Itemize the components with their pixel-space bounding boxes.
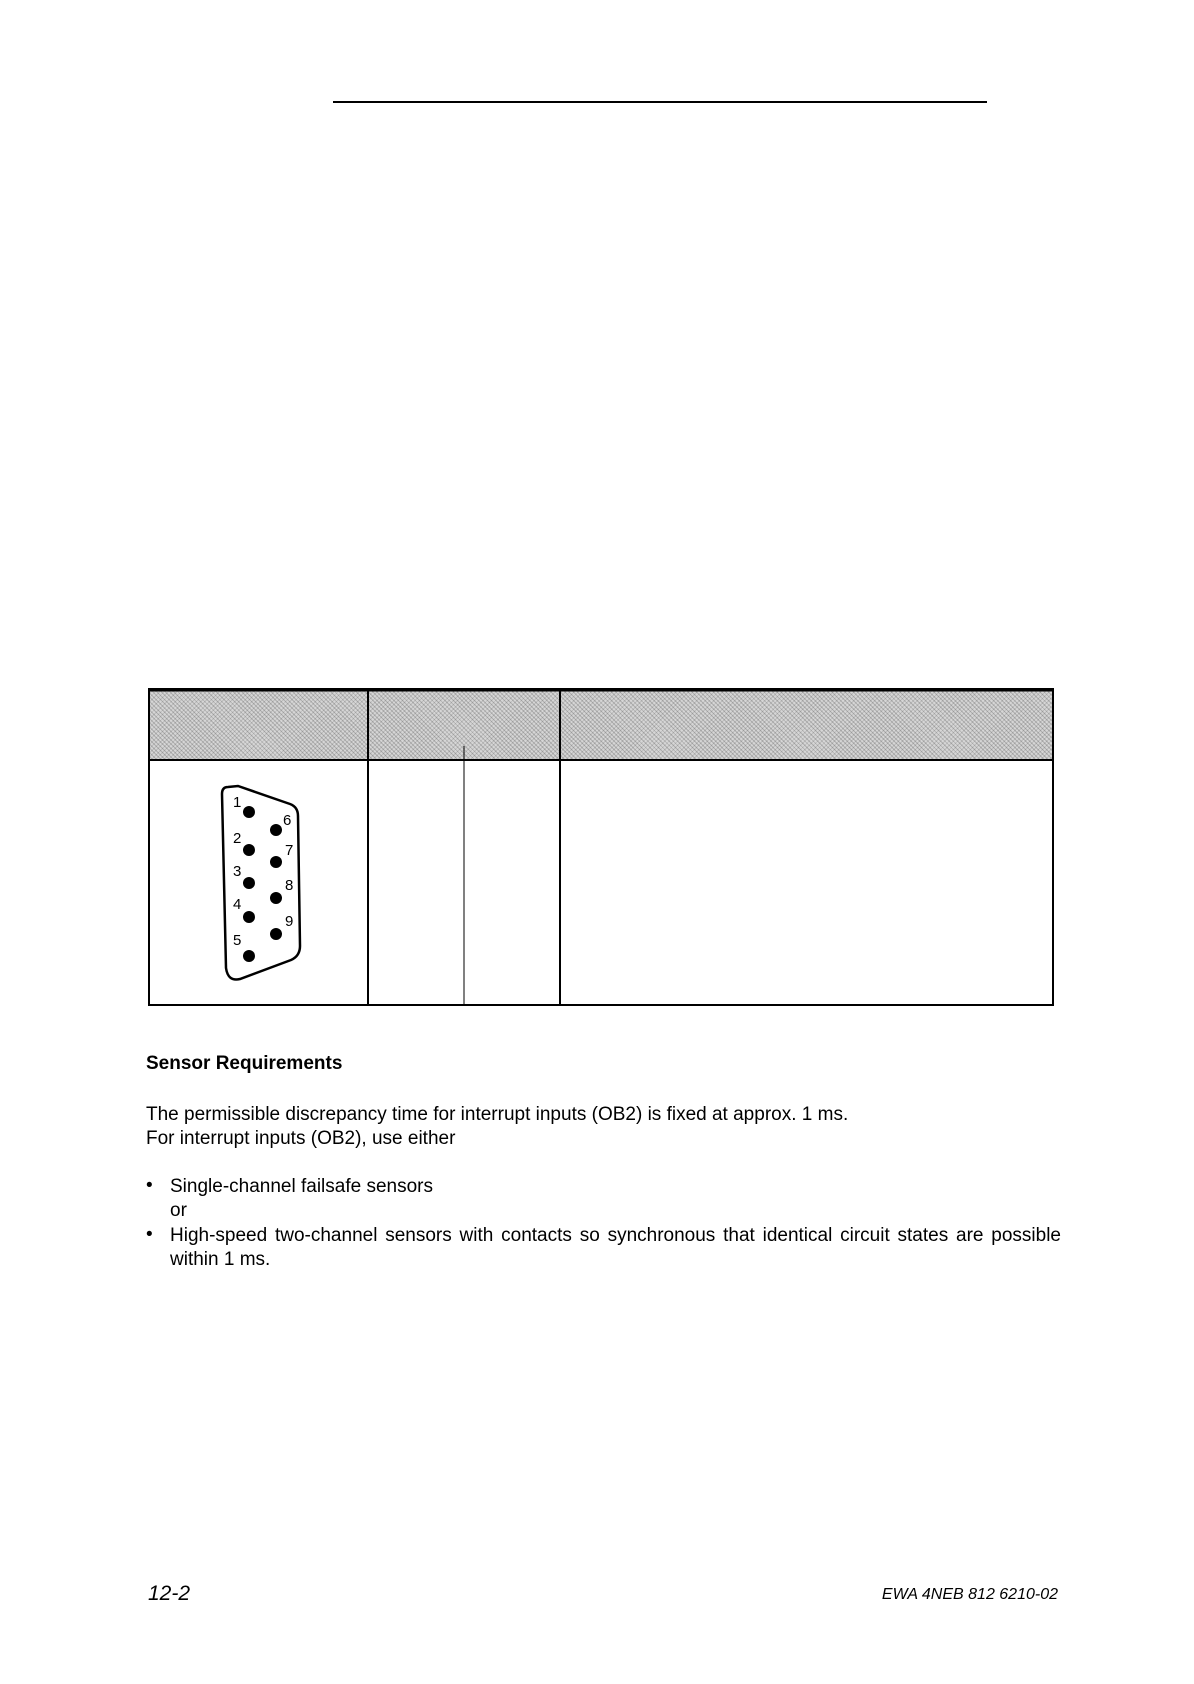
paragraph-line-2: For interrupt inputs (OB2), use either [146, 1128, 456, 1149]
pin-label-4: 4 [233, 896, 242, 913]
pin-label-3: 3 [233, 863, 242, 880]
pin-label-9: 9 [285, 913, 294, 930]
pin-label-6: 6 [283, 812, 292, 829]
document-code: EWA 4NEB 812 6210-02 [881, 1586, 1058, 1603]
pin-label-5: 5 [233, 932, 242, 949]
pin-7-dot [270, 856, 282, 868]
pin-3-dot [243, 877, 255, 889]
section-heading: Sensor Requirements [146, 1053, 343, 1074]
pin-1-dot [243, 806, 255, 818]
bullet-item-1-text: Single-channel failsafe sensors [170, 1176, 433, 1197]
connector-pin-table [148, 688, 1054, 1006]
paragraph-line-1: The permissible discrepancy time for interrupt inputs (OB2) is fixed at approx. 1 ms. [146, 1104, 849, 1125]
bullet-item-2-text: High-speed two-channel sensors with contacts so synchronous that identical circuit states are possible within 1 ms. [170, 1225, 1061, 1270]
pin-8-dot [270, 892, 282, 904]
pin-label-1: 1 [233, 794, 242, 811]
bullet-item-1-continuation: or [170, 1200, 187, 1221]
bullet-marker-1: • [146, 1175, 153, 1196]
pin-label-7: 7 [285, 842, 294, 859]
pin-label-2: 2 [233, 830, 242, 847]
dsub9-connector-icon [148, 688, 368, 1006]
pin-5-dot [243, 950, 255, 962]
bullet-marker-2: • [146, 1224, 153, 1245]
pin-6-dot [270, 824, 282, 836]
pin-2-dot [243, 844, 255, 856]
pin-4-dot [243, 911, 255, 923]
pin-label-8: 8 [285, 877, 294, 894]
header-rule [333, 101, 987, 103]
page-number: 12-2 [148, 1582, 191, 1605]
pin-9-dot [270, 928, 282, 940]
